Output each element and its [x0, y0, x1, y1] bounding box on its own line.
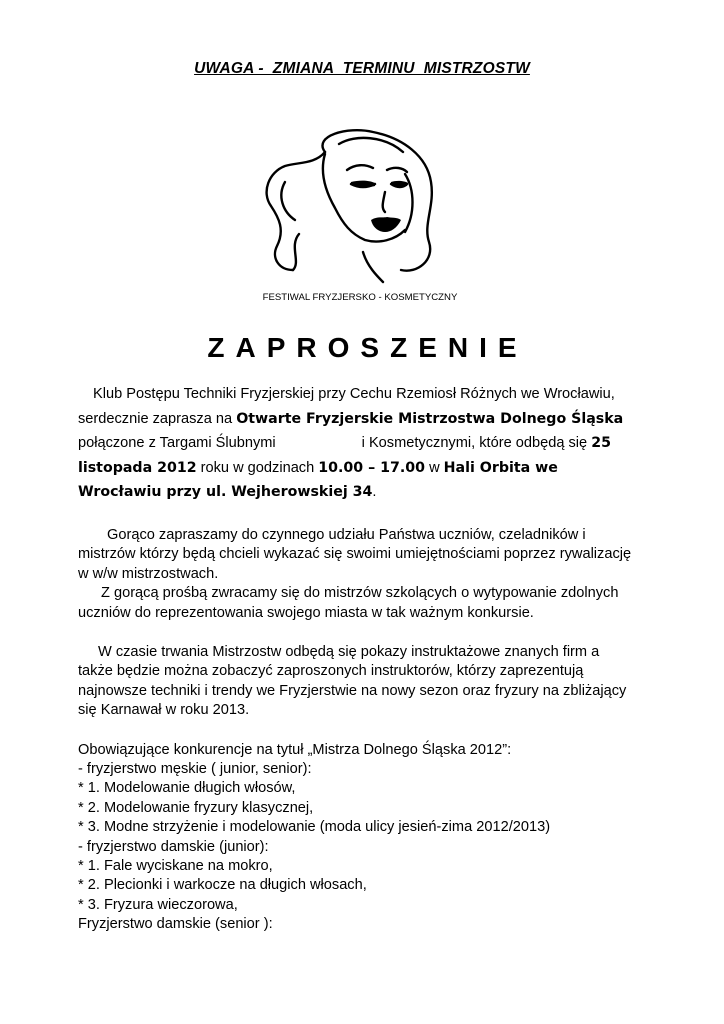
- invitation-paragraph: [78, 382, 638, 505]
- text-line: uczniów do reprezentowania swojego miasta w tak ważnym konkursie.: [78, 604, 534, 621]
- list-item: * 3. Fryzura wieczorowa,: [78, 896, 238, 913]
- list-item: * 1. Modelowanie długich włosów,: [78, 780, 296, 797]
- festival-logo: [255, 122, 465, 307]
- category-header: - fryzjerstwo damskie (junior):: [78, 838, 269, 855]
- text-line: [78, 456, 638, 481]
- text-fragment: i Kosmetycznymi, które odbędą się: [361, 435, 592, 452]
- text-line: mistrzów którzy będą chcieli wykazać się swoimi umiejętnościami poprzez rywalizację: [78, 546, 632, 563]
- competitions-intro: Obowiązujące konkurencje na tytuł „Mistrza Dolnego Śląska 2012”:: [78, 741, 512, 758]
- change-notice-heading: UWAGA - ZMIANA TERMINU MISTRZOSTW: [194, 60, 530, 77]
- text-line: najnowsze techniki i trendy we Fryzjerstwie na nowy sezon oraz fryzury na zbliżający: [78, 682, 627, 699]
- text-line: [78, 480, 638, 505]
- text-line: W czasie trwania Mistrzostw odbędą się pokazy instruktażowe znanych firm a: [98, 644, 600, 660]
- list-item: * 3. Modne strzyżenie i modelowanie (moda ulicy jesień-zima 2012/2013): [78, 819, 551, 836]
- list-item: * 2. Modelowanie fryzury klasycznej,: [78, 799, 314, 816]
- text-line: Klub Postępu Techniki Fryzjerskiej przy Cechu Rzemiosł Różnych we Wrocławiu,: [93, 386, 615, 402]
- text-line: Gorąco zapraszamy do czynnego udziału Państwa uczniów, czeladników i: [107, 526, 586, 543]
- event-month-year: listopada 2012: [78, 459, 197, 476]
- text-fragment: serdecznie zaprasza na: [78, 410, 237, 427]
- list-item: * 2. Plecionki i warkocze na długich włosach,: [78, 877, 367, 894]
- event-hours: 10.00 – 17.00: [318, 459, 426, 476]
- text-line: [78, 431, 638, 456]
- text-fragment: .: [372, 484, 377, 501]
- competitions-list: [78, 741, 638, 935]
- text-fragment: połączone z Targami Ślubnymi: [78, 435, 276, 452]
- page-title: ZAPROSZENIE: [207, 332, 528, 363]
- text-fragment: w: [425, 459, 444, 476]
- event-venue: Hali Orbita we: [443, 459, 558, 476]
- text-line: się Karnawał w roku 2013.: [78, 702, 250, 719]
- participation-paragraph: [78, 526, 638, 623]
- event-day: 25: [591, 435, 611, 452]
- list-item: * 1. Fale wyciskane na mokro,: [78, 858, 273, 875]
- category-header: Fryzjerstwo damskie (senior ):: [78, 916, 273, 933]
- text-line: także będzie można zobaczyć zaproszonych instruktorów, którzy zaprezentują: [78, 663, 584, 680]
- text-line: w w/w mistrzostwach.: [78, 565, 219, 582]
- text-fragment: roku w godzinach: [196, 459, 319, 476]
- event-address: Wrocławiu przy ul. Wejherowskiej 34: [78, 484, 373, 501]
- woman-face-illustration-icon: [255, 122, 465, 307]
- event-name: Otwarte Fryzjerskie Mistrzostwa Dolnego Śląska: [236, 410, 624, 427]
- shows-paragraph: [78, 643, 638, 721]
- text-line: Z gorącą prośbą zwracamy się do mistrzów szkolących o wytypowanie zdolnych: [101, 585, 619, 602]
- category-header: - fryzjerstwo męskie ( junior, senior):: [78, 761, 312, 778]
- text-line: [78, 407, 638, 432]
- letter-body: [78, 382, 638, 935]
- logo-caption: FESTIWAL FRYZJERSKO - KOSMETYCZNY: [262, 292, 458, 303]
